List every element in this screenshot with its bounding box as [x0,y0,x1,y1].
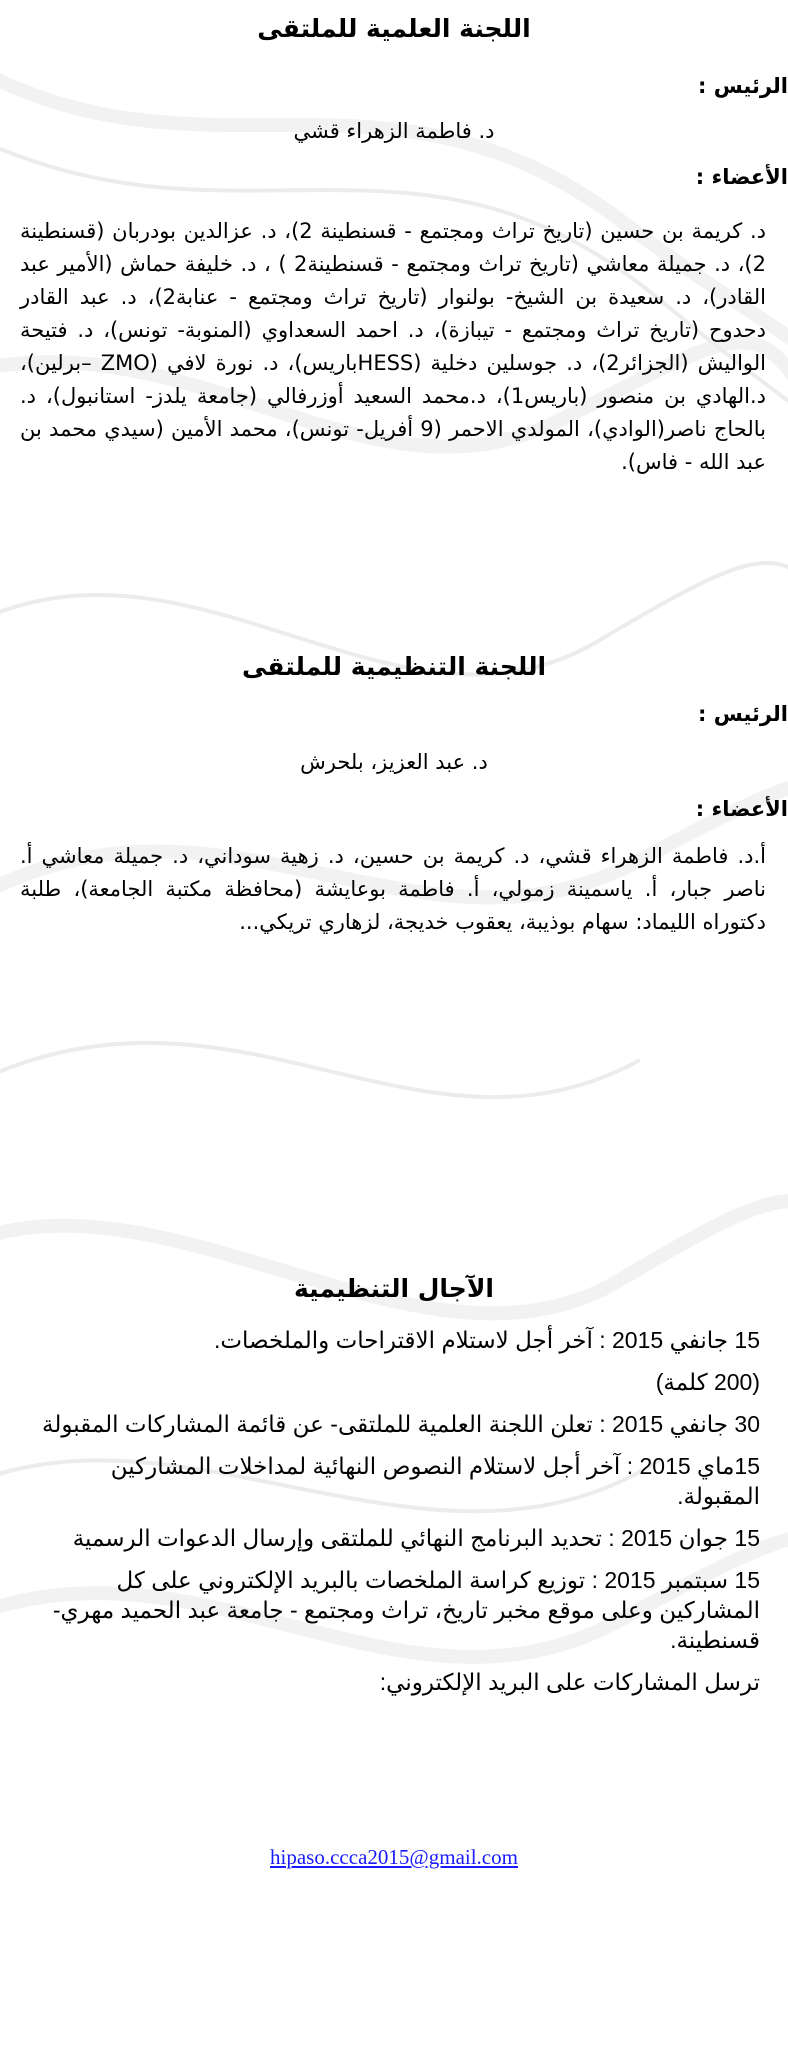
deadline-item [0,1565,788,1655]
organizing-members-list: أ.د. فاطمة الزهراء قشي، د. كريمة بن حسين، د. زهية سوداني، د. جميلة معاشي أ. ناصر جبار، أ. ياسمينة زمولي، أ. فاطمة بوعايشة (محافظة مكتبة الجامعة)، طلبة دكتوراه الليماد: سهام بوذيبة، يعقوب خديجة، لزهاري تريكي... [20,844,766,934]
scientific-members-list: د. كريمة بن حسين (تاريخ تراث ومجتمع - قسنطينة 2)، د. عزالدين بودربان (قسنطينة 2)، د. جميلة معاشي (تاريخ تراث ومجتمع - قسنطينة2 ) ، د. خليفة حماش (الأمير عبد القادر)، د. سعيدة بن الشيخ- بولنوار (تاريخ تراث ومجتمع - عنابة2)، د. عبد القادر دحدوح (تاريخ تراث ومجتمع - تيبازة)، د. احمد السعداوي (المنوبة- تونس)، د. فتيحة الواليش (الجزائر2)، د. جوسلين دخلية (HESSباريس)، د. نورة لافي (ZMO –برلين)، د.الهادي بن منصور (باريس1)، د.محمد السعيد أوزرفالي (جامعة يلدز- استانبول)، د. بالحاج ناصر(الوادي)، المولدي الاحمر (9 أفريل- تونس)، محمد الأمين (سيدي محمد بن عبد الله - فاس). [20,219,766,474]
email-link[interactable]: hipaso.ccca2015@gmail.com [270,1845,518,1869]
deadline-text: : توزيع كراسة الملخصات بالبريد الإلكتروني على كل المشاركين وعلى موقع مخبر تاريخ، تراث ومجتمع - جامعة عبد الحميد مهري- قسنطينة. [52,1567,760,1653]
scientific-president-label: الرئيس : [698,74,788,98]
deadline-text: : تحديد البرنامج النهائي للملتقى وإرسال الدعوات الرسمية [72,1525,615,1551]
deadline-item [0,1367,788,1397]
deadline-date: 15 جانفي 2015 [612,1327,760,1353]
organizing-committee-title: اللجنة التنظيمية للملتقى [241,652,547,681]
submission-instruction [0,1667,788,1697]
deadlines-title: الآجال التنظيمية [293,1274,495,1303]
organizing-members-label: الأعضاء : [695,797,788,821]
deadline-item [0,1523,788,1553]
scientific-committee-title: اللجنة العلمية للملتقى [257,14,531,43]
deadlines-list [0,1325,788,1709]
scientific-members-label: الأعضاء : [695,165,788,189]
organizing-president-name: د. عبد العزيز، بلحرش [300,750,488,774]
deadline-date: 15 جوان 2015 [621,1525,760,1551]
deadline-text: : تعلن اللجنة العلمية للملتقى- عن قائمة المشاركات المقبولة [42,1411,606,1437]
organizing-president-label: الرئيس : [698,702,788,726]
deadline-date: 15 سبتمبر 2015 [604,1567,760,1593]
deadline-item [0,1451,788,1511]
deadline-item [0,1409,788,1439]
deadline-text: : آخر أجل لاستلام الاقتراحات والملخصات. [214,1327,606,1353]
scientific-president-name: د. فاطمة الزهراء قشي [293,119,495,143]
email-container [0,1845,788,1870]
deadline-text: (200 كلمة) [655,1369,760,1395]
deadline-item [0,1325,788,1355]
deadline-date: 30 جانفي 2015 [612,1411,760,1437]
deadline-text: : آخر أجل لاستلام النصوص النهائية لمداخلات المشاركين المقبولة. [110,1453,760,1509]
submission-text: ترسل المشاركات على البريد الإلكتروني: [379,1669,760,1695]
deadline-date: 15ماي 2015 [639,1453,760,1479]
